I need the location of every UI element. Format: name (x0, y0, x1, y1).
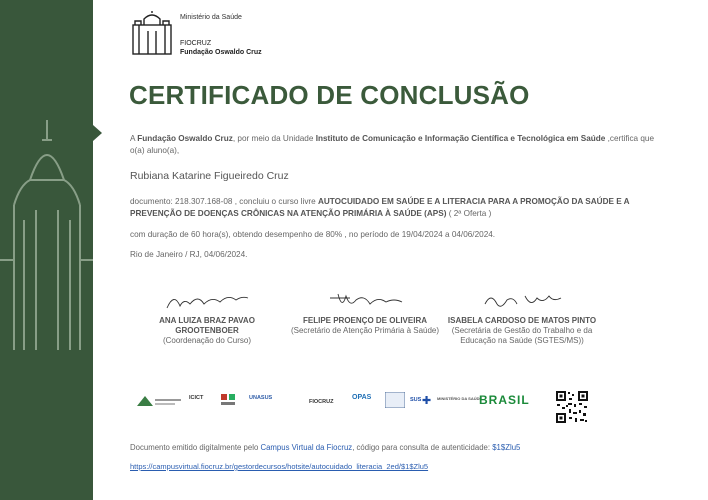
signature-scribble (320, 290, 410, 312)
student-name: Rubiana Katarine Figueiredo Cruz (130, 170, 289, 182)
opas-logo: OPAS (352, 394, 372, 401)
signature-block (132, 290, 282, 346)
signer-name: ANA LUIZA BRAZ PAVAO GROOTENBOER (159, 316, 255, 335)
course-name: AUTOCUIDADO EM SAÚDE E A LITERACIA PARA A PROMOÇÃO DA SAÚDE E A PREVENÇÃO DE DOENÇAS CRÔNICAS NA ATENÇÃO PRIMÁRIA À SAÚDE (APS) (130, 197, 630, 218)
course-edition: ( 2ª Oferta ) (446, 208, 492, 218)
signer-role: (Secretário de Atenção Primária à Saúde) (290, 326, 440, 335)
fiocruz-partner-logo: FIOCRUZ (309, 399, 334, 405)
intro-text: ,certifica que o(a) aluno(a), (130, 134, 655, 155)
signer-role: (Secretária de Gestão do Trabalho e da Educação na Saúde (SGTES/MS)) (451, 326, 593, 345)
signer-role: (Coordenação do Curso) (162, 336, 252, 345)
certificate-title: CERTIFICADO DE CONCLUSÃO (129, 80, 530, 110)
campus-virtual-link[interactable]: Campus Virtual da Fiocruz (260, 443, 353, 452)
course-text: documento: 218.307.168-08 , concluiu o curso livre (130, 197, 318, 206)
ministry-logo: MINISTÉRIO DA SAÚDE (437, 396, 483, 401)
castle-watermark-icon (0, 110, 93, 350)
footer-text: Documento emitido digitalmente pelo (130, 443, 261, 452)
partner-logo-icon (221, 394, 243, 408)
intro-text: , por meio da Unidade (232, 134, 316, 143)
icict-logo: ICICT (189, 395, 204, 401)
fiocruz-logo (132, 11, 292, 61)
authenticity-note (130, 443, 520, 452)
partner-logo-icon (137, 394, 182, 408)
signature-block (290, 290, 440, 336)
footer-text: , código para consulta de autenticidade: (352, 443, 493, 452)
band-notch (93, 125, 102, 141)
sus-logo: SUS (410, 397, 422, 403)
partner-logos (137, 390, 530, 414)
place-date: Rio de Janeiro / RJ, 04/06/2024. (130, 250, 248, 259)
ministry-label: Ministério da Saúde (180, 14, 242, 21)
plus-icon: ✚ (422, 395, 432, 407)
brasil-logo: BRASIL (479, 393, 530, 407)
intro-paragraph (130, 133, 660, 156)
signature-scribble (477, 290, 567, 312)
signer-name: FELIPE PROENÇO DE OLIVEIRA (302, 316, 427, 325)
institution-name: Fundação Oswaldo Cruz (137, 134, 233, 143)
authenticity-code-link[interactable]: $1$Zlu5 (492, 443, 521, 452)
partner-logo-icon (385, 392, 405, 408)
qr-code-icon (555, 390, 589, 424)
signature-block (447, 290, 597, 346)
duration-text: com duração de 60 hora(s), obtendo desempenho de 80% , no período de 19/04/2024 a 04/06/2024. (130, 230, 496, 239)
unit-name: Instituto de Comunicação e Informação Científica e Tecnológica em Saúde (315, 134, 606, 143)
signature-scribble (162, 290, 252, 312)
intro-text: A (130, 134, 138, 143)
verification-url-link[interactable]: https://campusvirtual.fiocruz.br/gestordecursos/hotsite/autocuidado_literacia_2ed/$1$Zlu5 (130, 462, 429, 471)
castle-logo-icon (132, 11, 172, 55)
fiocruz-label: FIOCRUZ (180, 40, 212, 47)
course-paragraph (130, 196, 660, 219)
unasus-logo: UNASUS (249, 395, 273, 401)
foundation-label: Fundação Oswaldo Cruz (180, 49, 262, 56)
signer-name: ISABELA CARDOSO DE MATOS PINTO (447, 316, 597, 325)
